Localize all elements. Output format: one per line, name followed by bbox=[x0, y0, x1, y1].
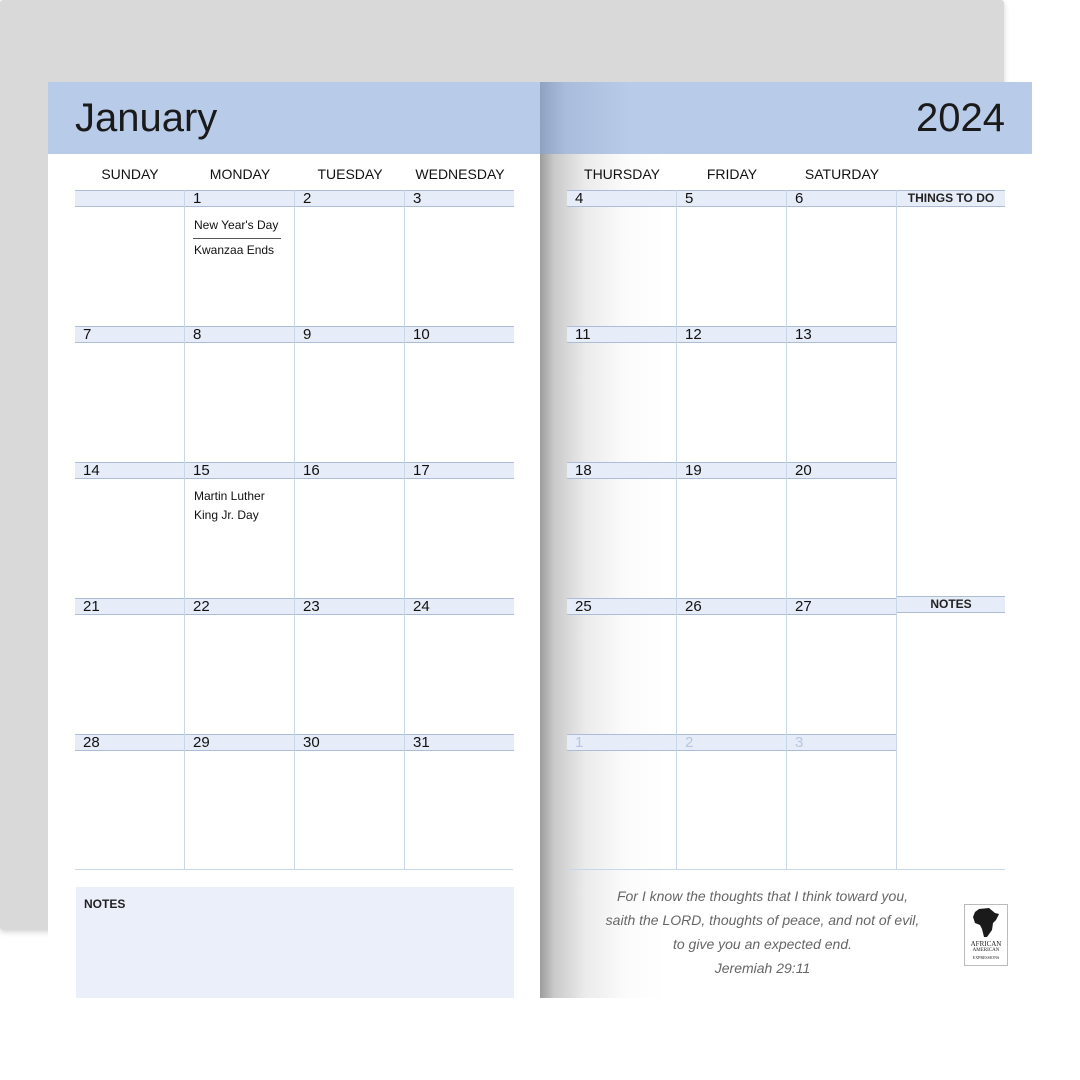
date-number[interactable]: 9 bbox=[303, 326, 312, 343]
date-bar bbox=[185, 326, 294, 343]
date-number[interactable]: 12 bbox=[685, 326, 702, 343]
date-number[interactable]: 16 bbox=[303, 462, 320, 479]
column-divider bbox=[896, 190, 897, 870]
date-number[interactable]: 14 bbox=[83, 462, 100, 479]
notes-box[interactable] bbox=[76, 887, 514, 998]
event-mlk-day-line2: King Jr. Day bbox=[194, 508, 259, 522]
verse-reference: Jeremiah 29:11 bbox=[714, 960, 811, 976]
left-page bbox=[48, 82, 540, 998]
publisher-logo bbox=[964, 904, 1008, 966]
dayname-tuesday: TUESDAY bbox=[317, 166, 383, 182]
dayname-wednesday: WEDNESDAY bbox=[415, 166, 505, 182]
grid-bottom-line bbox=[75, 869, 513, 870]
date-number[interactable]: 7 bbox=[83, 326, 92, 343]
notes-label: NOTES bbox=[84, 897, 126, 911]
date-number[interactable]: 22 bbox=[193, 598, 210, 615]
date-number[interactable]: 8 bbox=[193, 326, 202, 343]
date-number[interactable]: 20 bbox=[795, 462, 812, 479]
grid-bottom-line bbox=[567, 869, 1005, 870]
verse-line-1: For I know the thoughts that I think toward you, bbox=[616, 888, 909, 904]
date-number[interactable]: 31 bbox=[413, 734, 430, 751]
side-notes-label: NOTES bbox=[930, 597, 972, 611]
right-page bbox=[540, 82, 1032, 998]
africa-map-icon bbox=[965, 905, 1007, 941]
column-divider bbox=[676, 190, 677, 870]
year-title: 2024 bbox=[916, 96, 1005, 140]
date-number[interactable]: 6 bbox=[795, 190, 804, 207]
date-number[interactable]: 3 bbox=[413, 190, 422, 207]
date-number[interactable]: 13 bbox=[795, 326, 812, 343]
date-bar bbox=[787, 190, 896, 207]
dayname-sunday: SUNDAY bbox=[101, 166, 159, 182]
date-number[interactable]: 28 bbox=[83, 734, 100, 751]
column-divider bbox=[786, 190, 787, 870]
month-title: January bbox=[75, 96, 218, 140]
dayname-thursday: THURSDAY bbox=[584, 166, 660, 182]
column-divider bbox=[294, 190, 295, 870]
date-bar bbox=[677, 190, 786, 207]
date-number[interactable]: 11 bbox=[575, 326, 591, 343]
column-divider bbox=[184, 190, 185, 870]
date-number[interactable]: 3 bbox=[795, 734, 804, 751]
event-kwanzaa-ends: Kwanzaa Ends bbox=[194, 243, 275, 257]
dayname-saturday: SATURDAY bbox=[804, 166, 880, 182]
date-number[interactable]: 23 bbox=[303, 598, 320, 615]
date-number[interactable]: 18 bbox=[575, 462, 592, 479]
date-bar bbox=[75, 190, 184, 207]
event-mlk-day-line1: Martin Luther bbox=[194, 489, 265, 503]
date-number[interactable]: 4 bbox=[575, 190, 584, 207]
dayname-friday: FRIDAY bbox=[706, 166, 758, 182]
event-new-years-day: New Year's Day bbox=[194, 218, 279, 232]
date-bar bbox=[677, 734, 786, 751]
date-bar bbox=[567, 734, 676, 751]
date-number[interactable]: 2 bbox=[303, 190, 312, 207]
dayname-monday: MONDAY bbox=[209, 166, 271, 182]
date-number[interactable]: 19 bbox=[685, 462, 702, 479]
verse-line-2: saith the LORD, thoughts of peace, and not of evil, bbox=[605, 912, 920, 928]
date-number[interactable]: 10 bbox=[413, 326, 430, 343]
date-number[interactable]: 26 bbox=[685, 598, 702, 615]
date-bar bbox=[185, 190, 294, 207]
month-header-band bbox=[48, 82, 540, 154]
date-number[interactable]: 27 bbox=[795, 598, 812, 615]
date-number[interactable]: 15 bbox=[193, 462, 210, 479]
date-number[interactable]: 1 bbox=[575, 734, 584, 751]
date-number[interactable]: 1 bbox=[193, 190, 202, 207]
date-number[interactable]: 29 bbox=[193, 734, 210, 751]
date-bar bbox=[295, 326, 404, 343]
date-number[interactable]: 25 bbox=[575, 598, 592, 615]
date-number[interactable]: 21 bbox=[83, 598, 100, 615]
logo-text-1: AFRICAN bbox=[970, 940, 1002, 948]
things-to-do-label: THINGS TO DO bbox=[907, 191, 995, 205]
column-divider bbox=[404, 190, 405, 870]
year-header-band bbox=[540, 82, 1032, 154]
verse-line-3: to give you an expected end. bbox=[672, 936, 853, 952]
event-separator bbox=[193, 238, 281, 239]
date-number[interactable]: 2 bbox=[685, 734, 694, 751]
date-bar bbox=[787, 734, 896, 751]
date-number[interactable]: 17 bbox=[413, 462, 430, 479]
date-number[interactable]: 30 bbox=[303, 734, 320, 751]
date-bar bbox=[567, 190, 676, 207]
date-bar bbox=[405, 190, 514, 207]
date-number[interactable]: 24 bbox=[413, 598, 430, 615]
logo-text-3: EXPRESSIONS bbox=[972, 955, 1000, 960]
logo-text-2: AMERICAN bbox=[972, 948, 1000, 953]
date-bar bbox=[295, 190, 404, 207]
date-number[interactable]: 5 bbox=[685, 190, 694, 207]
date-bar bbox=[75, 326, 184, 343]
